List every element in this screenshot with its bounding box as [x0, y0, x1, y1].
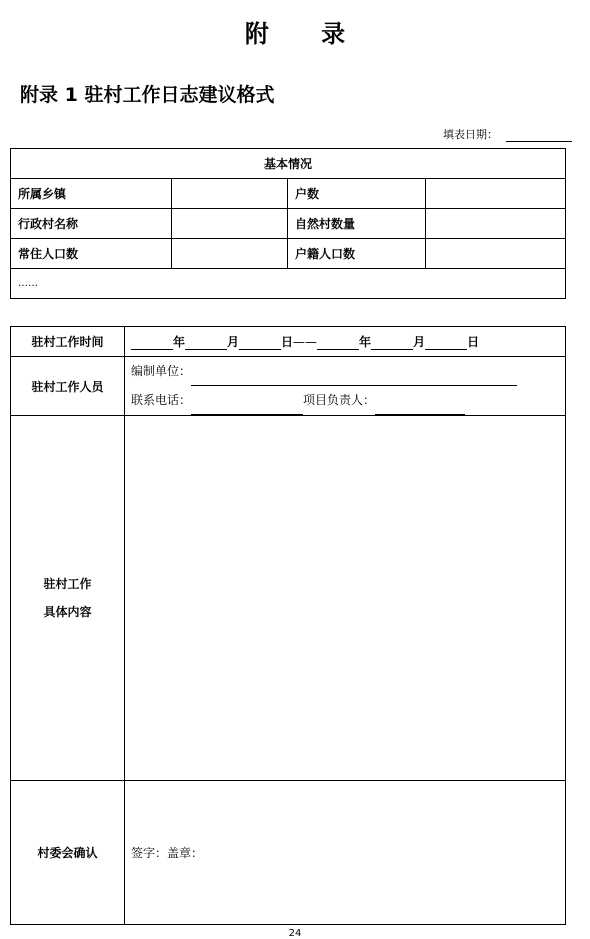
sign-seal-label: 签字：盖章： [131, 846, 204, 860]
leader-blank [375, 401, 465, 415]
registered-population-value [426, 239, 566, 269]
content-label: 驻村工作 具体内容 [11, 416, 125, 781]
table-row [11, 269, 566, 299]
table-row [11, 357, 566, 416]
phone-blank [191, 401, 303, 415]
table-row [11, 149, 566, 179]
households-value [426, 179, 566, 209]
fill-date-row [443, 126, 572, 142]
fill-date-blank [506, 129, 572, 142]
resident-population-value [172, 239, 288, 269]
staff-label: 驻村工作人员 [11, 357, 125, 416]
table-row [11, 179, 566, 209]
confirm-label: 村委会确认 [11, 781, 125, 925]
table-row [11, 209, 566, 239]
township-value [172, 179, 288, 209]
natural-village-count-label: 自然村数量 [288, 209, 426, 239]
basic-info-heading: 基本情况 [11, 149, 566, 179]
households-label: 户数 [288, 179, 426, 209]
work-time-label: 驻村工作时间 [11, 327, 125, 357]
appendix-subtitle: 附录 1 驻村工作日志建议格式 [20, 84, 275, 106]
staff-field [125, 357, 566, 416]
resident-population-label: 常住人口数 [11, 239, 172, 269]
content-field [125, 416, 566, 781]
natural-village-count-value [426, 209, 566, 239]
phone-label: 联系电话： [131, 393, 192, 407]
table-row [11, 781, 566, 925]
basic-info-table [10, 148, 566, 299]
page-number: 24 [288, 928, 302, 939]
fill-date-label: 填表日期： [443, 128, 498, 141]
village-name-label: 行政村名称 [11, 209, 172, 239]
registered-population-label: 户籍人口数 [288, 239, 426, 269]
work-time-field: 年 月 日—— 年 月 日 [125, 327, 566, 357]
table-row [11, 327, 566, 357]
org-blank [191, 372, 517, 386]
confirm-field [125, 781, 566, 925]
table-row [11, 416, 566, 781]
township-label: 所属乡镇 [11, 179, 172, 209]
page-title: 附 录 [244, 20, 368, 48]
org-label: 编制单位： [131, 364, 192, 378]
leader-label: 项目负责人： [303, 393, 376, 407]
table-row [11, 239, 566, 269]
more-rows-ellipsis: …… [11, 269, 566, 299]
village-name-value [172, 209, 288, 239]
work-log-table [10, 326, 566, 925]
